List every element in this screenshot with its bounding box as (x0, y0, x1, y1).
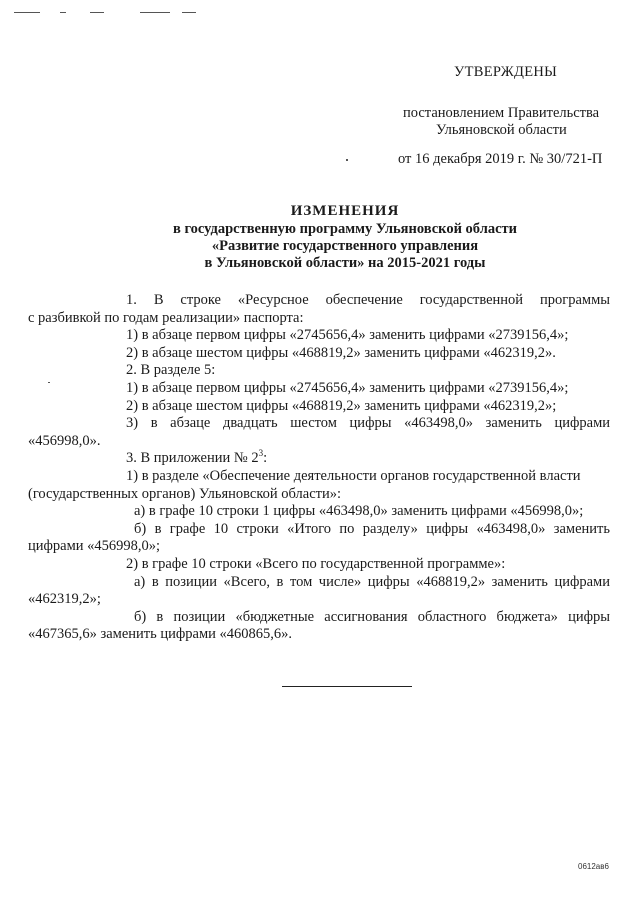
body-line: 1) в абзаце первом цифры «2745656,4» заменить цифрами «2739156,4»; (126, 327, 569, 344)
body-line: «456998,0». (28, 432, 101, 449)
body-line: а) в графе 10 строки 1 цифры «463498,0» заменить цифрами «456998,0»; (134, 503, 584, 520)
end-rule (282, 686, 412, 687)
body-line: (государственных органов) Ульяновской области»: (28, 485, 342, 502)
body-line: 2) в графе 10 строки «Всего по государственной программе»: (126, 555, 506, 572)
body-line: 1. В строке «Ресурсное обеспечение государственной программы (126, 292, 610, 308)
body-line-text: : (263, 450, 268, 467)
body-line (86, 450, 610, 468)
title-line-3: в Ульяновской области» на 2015-2021 годы (204, 255, 486, 271)
body-line-text: 3. В приложении № 2 (126, 450, 259, 467)
body-line: 2) в абзаце шестом цифры «468819,2» заменить цифрами «462319,2». (126, 344, 556, 361)
document-title (60, 203, 630, 272)
scan-artifact (182, 12, 196, 13)
scan-artifact (140, 12, 170, 13)
body-line: б) в графе 10 строки «Итого по разделу» цифры «463498,0» заменить (134, 520, 610, 537)
body-line: 1) в разделе «Обеспечение деятельности органов государственной власти (126, 467, 581, 484)
body-line: 3) в абзаце двадцать шестом цифры «463498,0» заменить цифрами (126, 415, 610, 432)
approval-line-2: Ульяновской области (436, 122, 567, 138)
body-line: «462319,2»; (28, 591, 101, 608)
approval-date: от 16 декабря 2019 г. № 30/721-П (398, 151, 603, 167)
body-line: с разбивкой по годам реализации» паспорта: (28, 309, 304, 326)
body-line: а) в позиции «Всего, в том числе» цифры «468819,2» заменить цифрами (134, 573, 610, 590)
approval-heading: УТВЕРЖДЕНЫ (454, 64, 558, 80)
document-body (28, 292, 610, 644)
scan-artifact (346, 159, 348, 161)
approval-line-1: постановлением Правительства (403, 105, 600, 121)
document-code: 0612ав6 (578, 862, 609, 871)
scan-artifact (60, 12, 66, 13)
scan-artifact (48, 382, 50, 383)
body-line: 2) в абзаце шестом цифры «468819,2» заменить цифрами «462319,2»; (126, 397, 557, 414)
title-line-1: в государственную программу Ульяновской области (172, 221, 517, 237)
scan-artifact (90, 12, 104, 13)
body-line: 1) в абзаце первом цифры «2745656,4» заменить цифрами «2739156,4»; (126, 379, 569, 396)
body-line: цифрами «456998,0»; (28, 538, 161, 555)
superscript: 3 (258, 448, 264, 459)
scan-artifact (14, 12, 40, 13)
body-line: б) в позиции «бюджетные ассигнования областного бюджета» цифры (134, 608, 610, 625)
body-line: «467365,6» заменить цифрами «460865,6». (28, 626, 293, 643)
title-line-2: «Развитие государственного управления (211, 238, 479, 254)
body-line: 2. В разделе 5: (126, 362, 216, 379)
title-main: ИЗМЕНЕНИЯ (290, 203, 400, 219)
